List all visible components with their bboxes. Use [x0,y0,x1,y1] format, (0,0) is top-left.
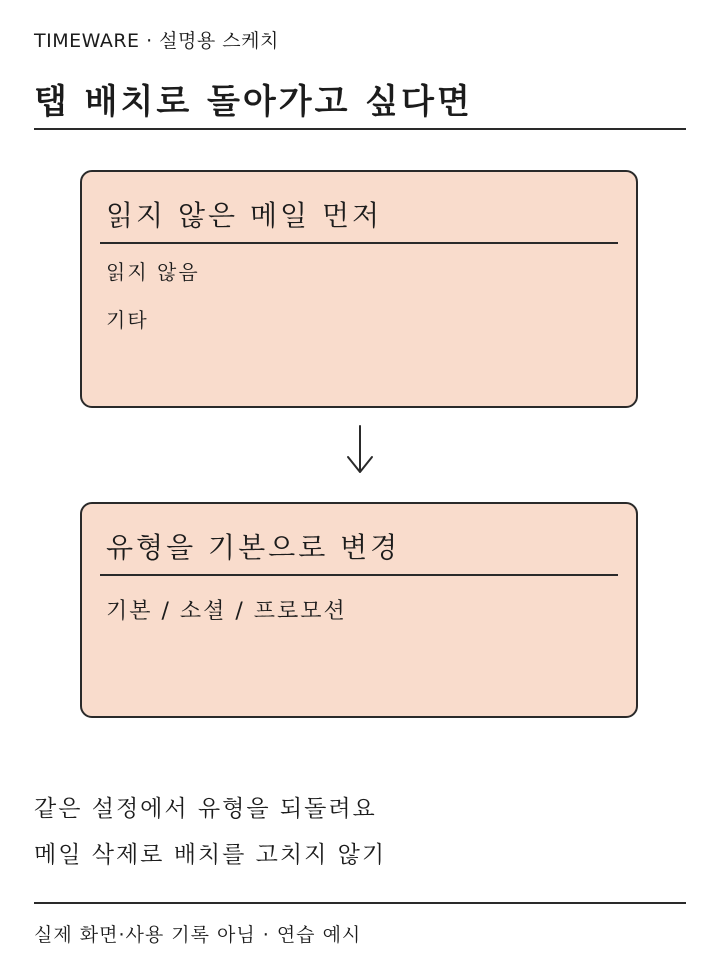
page-title: 탭 배치로 돌아가고 싶다면 [34,82,473,122]
brand-caption: TIMEWARE · 설명용 스케치 [34,30,279,52]
card-divider [100,242,618,244]
explanation-note [34,786,386,878]
option-card-default-type [80,502,638,718]
note-line: 메일 삭제로 배치를 고치지 않기 [34,842,387,868]
card-title: 유형을 기본으로 변경 [106,531,401,564]
tab-list-text: 기본 / 소셜 / 프로모션 [106,599,347,624]
note-line: 같은 설정에서 유형을 되돌려요 [34,796,377,822]
footer-disclaimer: 실제 화면·사용 기록 아님 · 연습 예시 [34,924,362,946]
option-card-unread-first [80,170,638,408]
card-divider [100,574,618,576]
section-item-other: 기타 [106,308,149,332]
section-list [106,258,200,354]
section-item-unread: 읽지 않음 [106,260,200,284]
arrow-down-icon [344,424,376,476]
title-divider [34,128,686,130]
footer-divider [34,902,686,904]
card-title: 읽지 않은 메일 먼저 [106,199,383,232]
